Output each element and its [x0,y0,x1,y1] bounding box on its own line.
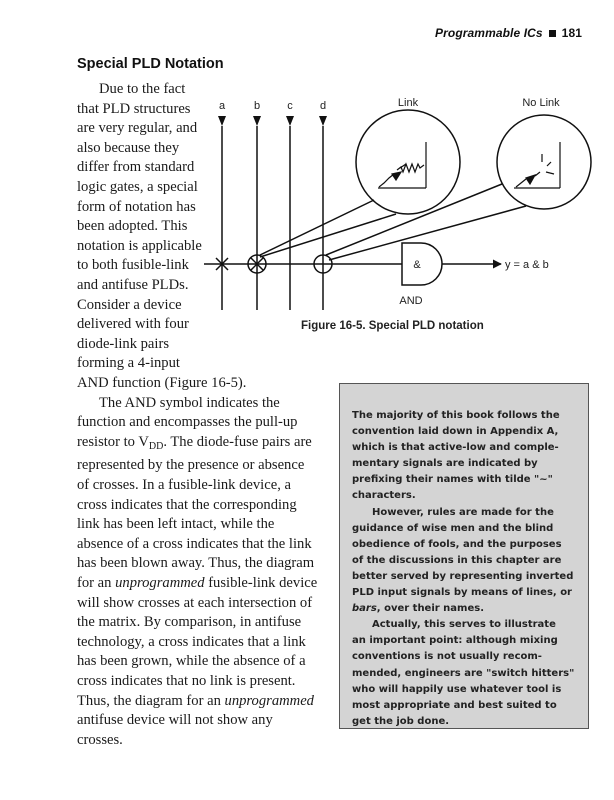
sidebar-line: mended, engineers are "switch hitters" [352,667,575,679]
text-line: delivered with four [77,316,189,333]
running-title: Programmable ICs [435,26,543,40]
link-label: Link [397,97,419,109]
text-fragment: resistor to V [77,433,149,450]
text-line: and antifuse PLDs. [77,276,189,293]
sidebar-line: an important point: although mixing [352,635,558,647]
body-paragraph-wide [77,374,327,750]
section-heading: Special PLD Notation [77,56,224,72]
pld-notation-diagram [196,92,596,314]
text-line: of crosses. In a fusible-link device, a [77,476,291,493]
sidebar-line: Actually, this serves to illustrate [372,619,556,631]
text-line: The AND symbol indicates the [99,394,280,411]
sidebar-line [352,601,578,617]
emphasis-unprogrammed: unprogrammed [224,692,314,709]
sidebar-line: convention laid down in Appendix A, [352,426,559,438]
text-fragment: , over their names. [376,603,485,615]
text-line: function and encompasses the pull-up [77,414,298,431]
text-line: will show crosses at each intersection of [77,594,313,611]
sidebar-line: better served by representing inverted [352,570,574,582]
input-label-c: c [287,100,293,112]
text-line: form of notation has [77,198,196,215]
text-line: link has been left intact, while the [77,516,275,533]
text-line: crosses. [77,731,123,748]
sidebar-line: obedience of fools, and the purposes [352,538,562,550]
callout-line [260,200,374,255]
text-line [77,692,327,712]
text-line: Consider a device [77,296,182,313]
text-line: has been grown, while the absence of a [77,653,306,670]
sidebar-line: prefixing their names with tilde "~" [352,474,553,486]
text-fragment: . The diode-fuse pairs are [163,433,312,450]
text-line: logic gates, a special [77,178,198,195]
nolink-detail-drawing [514,142,560,188]
and-gate-symbol [402,243,442,285]
text-line: has been blown away. Thus, the diagram [77,555,315,572]
text-line: antifuse device will not show any [77,712,273,729]
text-line: that PLD structures [77,100,191,117]
output-expression: y = a & b [505,259,549,271]
input-arrow-b [253,116,261,126]
text-line [77,574,327,594]
sidebar-box [339,383,589,729]
text-fragment: for an [77,574,116,591]
text-line: to both fusible-link [77,257,189,274]
sidebar-line: However, rules are made for the [372,506,554,518]
gate-name-label: AND [399,295,423,307]
sidebar-line: which is that active-low and comple- [352,442,559,454]
sidebar-line: get the job done. [352,715,450,727]
page-number: 181 [561,26,582,40]
gate-symbol-label: & [413,259,421,271]
text-line: been adopted. This [77,218,188,235]
sidebar-line: guidance of wise men and the blind [352,522,554,534]
text-line [77,433,327,457]
sidebar-line: most appropriate and best suited to [352,699,557,711]
input-label-d: d [319,100,327,112]
subscript-dd: DD [148,440,164,452]
sidebar-line: conventions is not usually recom- [352,651,542,663]
figure-caption: Figure 16-5. Special PLD notation [301,320,484,332]
no-link-label: No Link [522,97,560,109]
text-line: AND function (Figure 16-5). [77,375,247,391]
text-line: the matrix. By comparison, in antifuse [77,614,302,631]
link-magnifier-circle [356,110,460,214]
link-detail-drawing [378,142,426,188]
nolink-magnifier-circle [497,115,591,209]
input-arrow-c [286,116,294,126]
sidebar-line: PLD input signals by means of lines, or [352,587,572,599]
emphasis-bars: bars [352,603,377,615]
text-line: cross indicates that no link is present. [77,672,296,689]
sidebar-line: The majority of this book follows the [352,410,560,421]
text-line: differ from standard [77,159,195,176]
input-label-a: a [218,100,226,112]
running-header [435,26,582,40]
text-line: are very regular, and [77,120,198,137]
text-line: Due to the fact [99,81,186,97]
text-line: notation is applicable [77,237,202,254]
text-fragment: fusible-link device [204,574,318,591]
text-line: diode-link pairs [77,335,170,352]
text-line: absence of a cross indicates that the link [77,535,312,552]
text-line: forming a 4-input [77,355,180,372]
text-line: represented by the presence or absence [77,457,305,474]
input-label-b: b [253,100,261,112]
sidebar-line: mentary signals are indicated by [352,458,538,470]
sidebar-line: who will happily use whatever tool is [352,683,562,695]
text-line: also because they [77,139,180,156]
text-fragment: Thus, the diagram for an [77,692,225,709]
text-line: cross indicates that the corresponding [77,496,297,513]
input-arrow-a [218,116,226,126]
sidebar-line: of the discussions in this chapter are [352,554,562,566]
sidebar-line: characters. [352,490,416,502]
square-bullet-icon [549,30,556,37]
emphasis-unprogrammed: unprogrammed [115,574,205,591]
text-line: technology, a cross indicates that a link [77,633,306,650]
input-arrow-d [319,116,327,126]
